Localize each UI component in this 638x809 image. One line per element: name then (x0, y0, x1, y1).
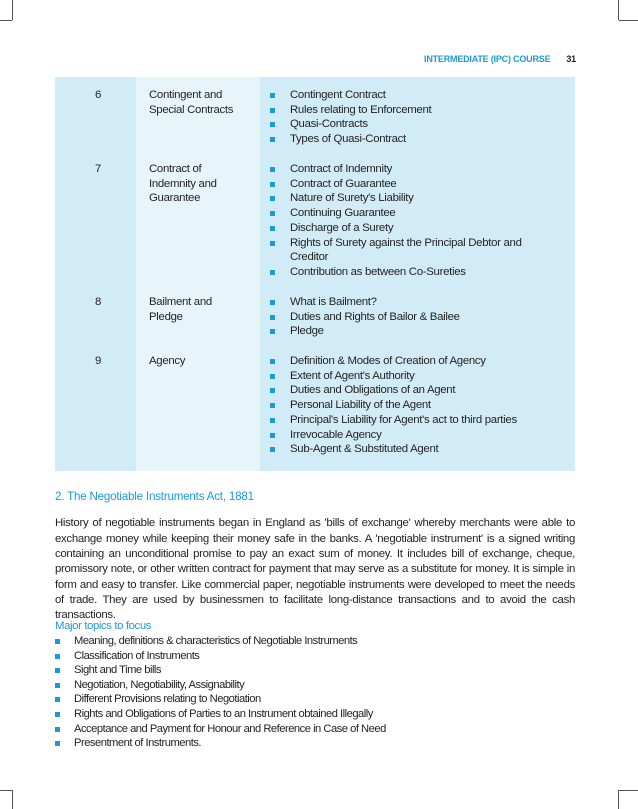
list-item: Continuing Guarantee (268, 206, 568, 221)
list-item: Sub-Agent & Substituted Agent (268, 442, 568, 457)
square-bullet-icon (55, 697, 60, 702)
list-item: Types of Quasi-Contract (268, 132, 568, 147)
row-title: Contingent and Special Contracts (149, 89, 234, 116)
list-item: Irrevocable Agency (268, 428, 568, 443)
list-item: Rules relating to Enforcement (268, 103, 568, 118)
list-item: Personal Liability of the Agent (268, 398, 568, 413)
row-number: 6 (95, 89, 102, 101)
row-title: Contract of Indemnity and Guarantee (149, 163, 217, 205)
row-number: 9 (95, 355, 102, 367)
list-item: Different Provisions relating to Negotiation (55, 692, 386, 707)
page-number: 31 (566, 54, 576, 64)
row-number: 7 (95, 163, 102, 175)
crop-mark (0, 790, 12, 791)
square-bullet-icon (55, 668, 60, 673)
list-item: Negotiation, Negotiability, Assignability (55, 678, 386, 693)
running-header (424, 54, 576, 64)
list-item: Acceptance and Payment for Honour and Reference in Case of Need (55, 722, 386, 737)
list-item: Contingent Contract (268, 88, 568, 103)
square-bullet-icon (270, 359, 275, 364)
course-title: INTERMEDIATE (IPC) COURSE (424, 54, 551, 64)
topics-heading: Major topics to focus (55, 620, 152, 632)
crop-mark (12, 790, 13, 809)
square-bullet-icon (270, 270, 275, 275)
crop-mark (619, 790, 638, 791)
list-item: Rights and Obligations of Parties to an Instrument obtained Illegally (55, 707, 386, 722)
list-item: Definition & Modes of Creation of Agency (268, 354, 568, 369)
square-bullet-icon (270, 403, 275, 408)
crop-mark (618, 0, 619, 20)
square-bullet-icon (55, 727, 60, 732)
square-bullet-icon (270, 388, 275, 393)
list-item: Nature of Surety's Liability (268, 191, 568, 206)
square-bullet-icon (55, 639, 60, 644)
list-item: Quasi-Contracts (268, 117, 568, 132)
topics-list (55, 634, 386, 751)
row-topic-list (268, 88, 568, 147)
square-bullet-icon (270, 93, 275, 98)
row-topic-list (268, 354, 568, 457)
square-bullet-icon (270, 241, 275, 246)
square-bullet-icon (55, 654, 60, 659)
square-bullet-icon (270, 182, 275, 187)
list-item: Presentment of Instruments. (55, 736, 386, 751)
row-topic-list (268, 162, 568, 280)
list-item: Sight and Time bills (55, 663, 386, 678)
list-item: Contract of Guarantee (268, 177, 568, 192)
square-bullet-icon (270, 167, 275, 172)
crop-mark (0, 20, 12, 21)
square-bullet-icon (270, 196, 275, 201)
section-heading: 2. The Negotiable Instruments Act, 1881 (55, 490, 254, 503)
section-paragraph: History of negotiable instruments began in England as 'bills of exchange' whereby merchants were able to exchange money while keeping their money safe in the banks. A 'negotiable instrument' is a signed writing containing an unconditional promise to pay an exact sum of money. It includes bill of exchange, cheque, promissory note, or other written contract for payment that may serve as a substitute for money. It is simple in form and easy to transfer. Like commercial paper, negotiable instruments were developed to meet the needs of trade. They are used by businessmen to facilitate long-distance transactions and to avoid the cash transactions. (55, 517, 575, 622)
list-item: Duties and Rights of Bailor & Bailee (268, 310, 568, 325)
square-bullet-icon (270, 137, 275, 142)
syllabus-table (55, 77, 575, 471)
list-item: Discharge of a Surety (268, 221, 568, 236)
list-item: Pledge (268, 324, 568, 339)
square-bullet-icon (270, 418, 275, 423)
crop-mark (12, 0, 13, 20)
row-topic-list (268, 295, 568, 339)
crop-mark (619, 20, 638, 21)
square-bullet-icon (270, 329, 275, 334)
list-item: Rights of Surety against the Principal Debtor and Creditor (268, 236, 530, 265)
row-number: 8 (95, 296, 102, 308)
square-bullet-icon (270, 226, 275, 231)
list-item: Extent of Agent's Authority (268, 369, 568, 384)
square-bullet-icon (270, 433, 275, 438)
list-item: Principal's Liability for Agent's act to third parties (268, 413, 568, 428)
list-item: What is Bailment? (268, 295, 568, 310)
square-bullet-icon (55, 683, 60, 688)
list-item: Contract of Indemnity (268, 162, 568, 177)
list-item: Meaning, definitions & characteristics of Negotiable Instruments (55, 634, 386, 649)
row-title: Agency (149, 355, 186, 367)
square-bullet-icon (55, 712, 60, 717)
square-bullet-icon (270, 211, 275, 216)
square-bullet-icon (270, 374, 275, 379)
square-bullet-icon (270, 108, 275, 113)
square-bullet-icon (270, 300, 275, 305)
square-bullet-icon (55, 741, 60, 746)
square-bullet-icon (270, 122, 275, 127)
list-item: Classification of Instruments (55, 649, 386, 664)
row-title: Bailment and Pledge (149, 296, 212, 323)
square-bullet-icon (270, 447, 275, 452)
list-item: Duties and Obligations of an Agent (268, 383, 568, 398)
table-title-column (136, 77, 260, 471)
square-bullet-icon (270, 315, 275, 320)
list-item: Contribution as between Co-Sureties (268, 265, 568, 280)
crop-mark (618, 790, 619, 809)
